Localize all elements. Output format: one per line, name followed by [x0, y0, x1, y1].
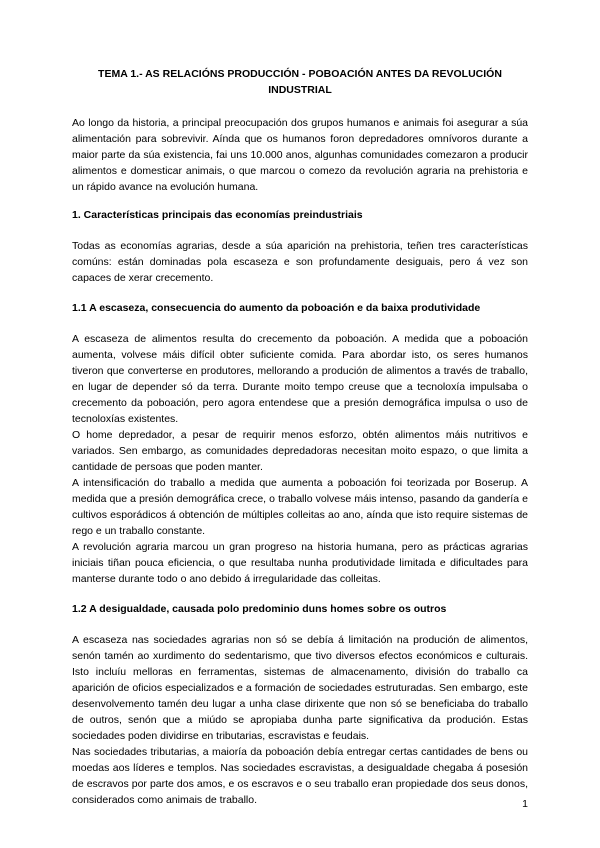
section-1-2-heading: 1.2 A desigualdade, causada polo predominio duns homes sobre os outros — [72, 603, 447, 615]
section-1-heading: 1. Características principais das economías preindustriais — [72, 209, 363, 221]
section-1-paragraph: Todas as economías agrarias, desde a súa aparición na prehistoria, teñen tres características comúns: están dominadas pola escaseza e son profundamente desiguais, pero á vez son capaces de xerar crecemento. — [72, 240, 528, 284]
intro-paragraph: Ao longo da historia, a principal preocupación dos grupos humanos e animais foi asegurar a súa alimentación para sobrevivir. Aínda que os humanos foron depredadores omnívoros durante a maior parte da súa existencia, fai uns 10.000 anos, algunhas comunidades comezaron a producir alimentos e domesticar animais, o que marcou o comezo da revolución agraria na prehistoria e un rápido avance na evolución humana. — [72, 117, 528, 193]
section-1-2-paragraph: A escaseza nas sociedades agrarias non só se debía á limitación na produción de alimentos, senón tamén ao xurdimento do sedentarismo, que tivo diversos efectos económicos e culturais. Isto incluíu melloras en ferramentas, sistemas de almacenamento, división do traballo ca aparición de oficios especializados e a formación de sociedades estruturadas. Sen embargo, este desenvolvemento tamén deu lugar a unha clase dirixente que non só se beneficiaba do traballo de outros, senón que a miúdo se apropiaba dunha parte significativa da produción. Estas sociedades poden dividirse en tributarias, escravistas e feudais. — [72, 634, 528, 742]
section-1-1-paragraph: O home depredador, a pesar de requirir menos esforzo, obtén alimentos máis nutritivos e variados. Sen embargo, as comunidades depredadoras necesitan moito espazo, o que limita a cantidade de persoas que poden manter. — [72, 429, 528, 473]
document-body — [72, 66, 528, 808]
document-title: TEMA 1.- AS RELACIÓNS PRODUCCIÓN - POBOACIÓN ANTES DA REVOLUCIÓN INDUSTRIAL — [98, 68, 502, 96]
section-1-1-heading: 1.1 A escaseza, consecuencia do aumento da poboación e da baixa produtividade — [72, 302, 481, 314]
section-1-1-paragraph: A intensificación do traballo a medida que aumenta a poboación foi teorizada por Boserup. A medida que a presión demográfica crece, o traballo volvese máis intenso, pasando da gandería e cultivos esporádicos á obtención de múltiples colleitas ao ano, aínda que isto require sistemas de rego e un traballo constante. — [72, 477, 528, 537]
section-1-2-paragraph: Nas sociedades tributarias, a maioría da poboación debía entregar certas cantidades de bens ou moedas aos líderes e templos. Nas sociedades escravistas, a desigualdade chegaba á posesión de escravos por parte dos amos, e os escravos e o seu traballo eran propiedade dos seus donos, considerados como animais de traballo. — [72, 746, 528, 806]
page-number: 1 — [522, 798, 528, 810]
section-1-1-paragraph: A revolución agraria marcou un gran progreso na historia humana, pero as prácticas agrarias iniciais tiñan pouca eficiencia, o que resultaba nunha produtividade limitada e dificultades para manterse durante todo o ano debido á irregularidade das colleitas. — [72, 541, 528, 585]
section-1-1-paragraph: A escaseza de alimentos resulta do crecemento da poboación. A medida que a poboación aumenta, volvese máis difícil obter suficiente comida. Para abordar isto, os seres humanos tiveron que converterse en produtores, mellorando a produción de alimentos a través de traballo, en lugar de depender só da terra. Durante moito tempo creuse que a tecnoloxía impulsaba o crecemento da poboación, pero agora entendese que a presión demográfica impulsa o uso de tecnoloxías existentes. — [72, 333, 528, 425]
